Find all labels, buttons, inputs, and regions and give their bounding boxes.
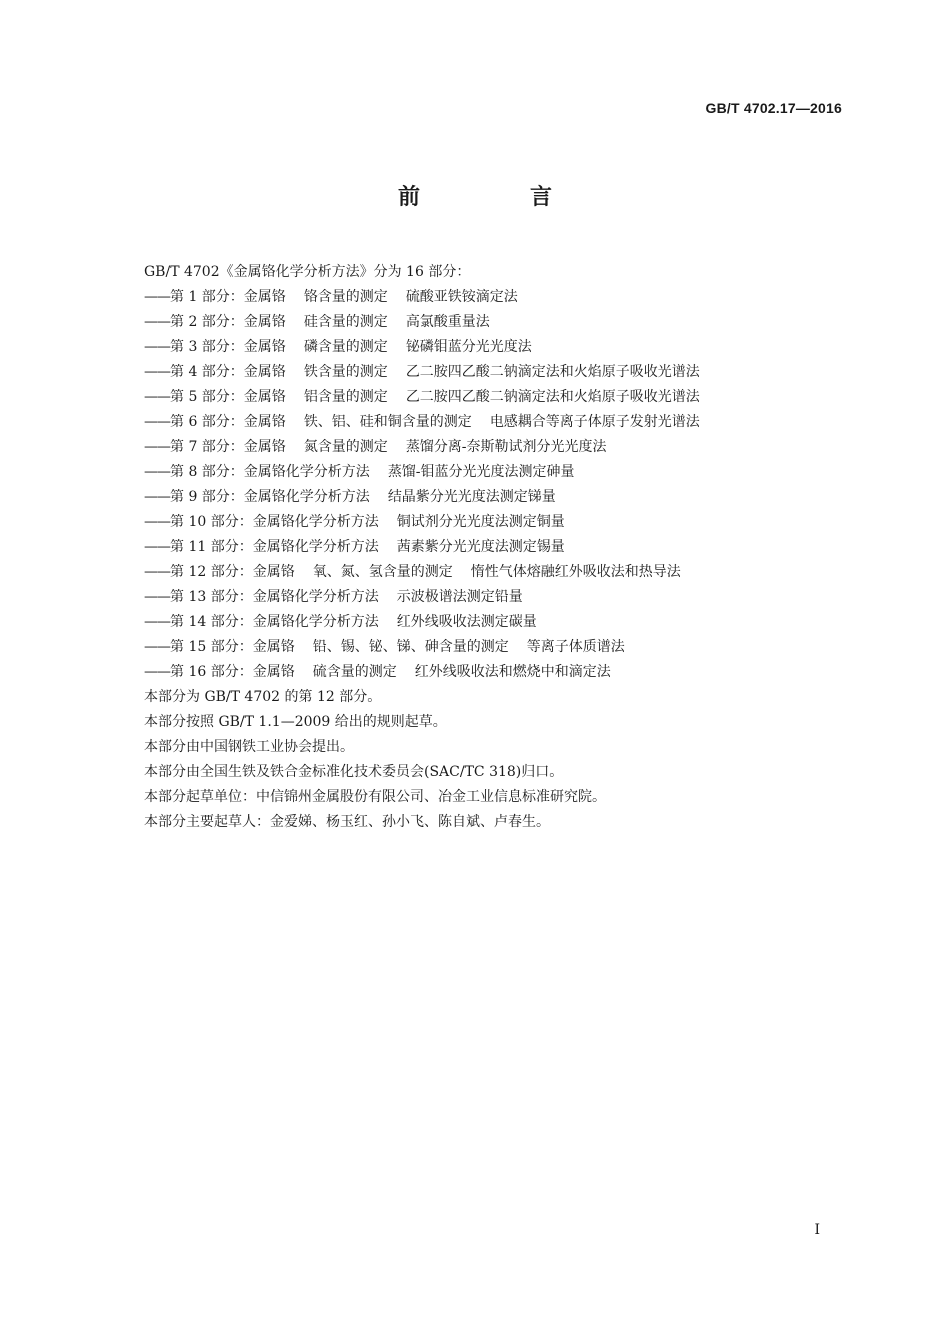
note-drafting-units: 本部分起草单位：中信锦州金属股份有限公司、冶金工业信息标准研究院。 — [144, 789, 606, 805]
list-item — [144, 635, 824, 660]
list-item — [144, 360, 824, 385]
list-dash: —— — [144, 464, 170, 480]
part-subject: 茜素紫分光光度法测定锡量 — [396, 539, 565, 555]
note-proposer: 本部分由中国钢铁工业协会提出。 — [144, 739, 354, 755]
part-label: 第 14 部分：金属铬化学分析方法 — [170, 614, 379, 630]
part-label: 第 4 部分：金属铬 — [170, 364, 286, 380]
list-item — [144, 560, 824, 585]
list-dash: —— — [144, 339, 170, 355]
part-subject: 铁、铝、硅和铜含量的测定 — [303, 414, 472, 430]
note-drafting-rules: 本部分按照 GB/T 1.1—2009 给出的规则起草。 — [144, 714, 447, 730]
part-label: 第 12 部分：金属铬 — [170, 564, 295, 580]
part-label: 第 10 部分：金属铬化学分析方法 — [170, 514, 379, 530]
parts-list — [144, 285, 824, 685]
part-subject: 示波极谱法测定铅量 — [396, 589, 523, 605]
list-dash: —— — [144, 439, 170, 455]
part-subject: 铁含量的测定 — [303, 364, 388, 380]
list-dash: —— — [144, 314, 170, 330]
list-dash: —— — [144, 489, 170, 505]
list-dash: —— — [144, 364, 170, 380]
page-number: I — [814, 1222, 820, 1238]
list-item — [144, 610, 824, 635]
list-item — [144, 535, 824, 560]
list-dash: —— — [144, 639, 170, 655]
part-method: 乙二胺四乙酸二钠滴定法和火焰原子吸收光谱法 — [405, 364, 700, 380]
list-dash: —— — [144, 514, 170, 530]
part-label: 第 5 部分：金属铬 — [170, 389, 286, 405]
part-subject: 氮含量的测定 — [303, 439, 388, 455]
note-drafters: 本部分主要起草人：金爱娣、杨玉红、孙小飞、陈自斌、卢春生。 — [144, 814, 550, 830]
standard-number: GB/T 4702.17—2016 — [705, 100, 842, 116]
part-label: 第 13 部分：金属铬化学分析方法 — [170, 589, 379, 605]
part-method: 电感耦合等离子体原子发射光谱法 — [489, 414, 700, 430]
part-subject: 磷含量的测定 — [303, 339, 388, 355]
list-dash: —— — [144, 289, 170, 305]
list-item — [144, 410, 824, 435]
part-method: 高氯酸重量法 — [405, 314, 490, 330]
part-method: 等离子体质谱法 — [526, 639, 625, 655]
list-item — [144, 435, 824, 460]
part-subject: 铜试剂分光光度法测定铜量 — [396, 514, 565, 530]
note-part-number: 本部分为 GB/T 4702 的第 12 部分。 — [144, 689, 382, 705]
list-item — [144, 485, 824, 510]
part-label: 第 6 部分：金属铬 — [170, 414, 286, 430]
list-item — [144, 385, 824, 410]
note-committee: 本部分由全国生铁及铁合金标准化技术委员会(SAC/TC 318)归口。 — [144, 764, 564, 780]
list-item — [144, 510, 824, 535]
part-subject: 蒸馏-钼蓝分光光度法测定砷量 — [387, 464, 575, 480]
part-method: 乙二胺四乙酸二钠滴定法和火焰原子吸收光谱法 — [405, 389, 700, 405]
list-dash: —— — [144, 539, 170, 555]
part-label: 第 16 部分：金属铬 — [170, 664, 295, 680]
part-method: 铋磷钼蓝分光光度法 — [405, 339, 532, 355]
intro-line: GB/T 4702《金属铬化学分析方法》分为 16 部分： — [144, 264, 471, 280]
list-item — [144, 660, 824, 685]
foreword-body — [144, 260, 824, 835]
part-subject: 铬含量的测定 — [303, 289, 388, 305]
part-method: 惰性气体熔融红外吸收法和热导法 — [470, 564, 681, 580]
part-label: 第 9 部分：金属铬化学分析方法 — [170, 489, 370, 505]
part-label: 第 3 部分：金属铬 — [170, 339, 286, 355]
part-method: 蒸馏分离-奈斯勒试剂分光光度法 — [405, 439, 607, 455]
part-label: 第 11 部分：金属铬化学分析方法 — [170, 539, 379, 555]
list-item — [144, 335, 824, 360]
list-dash: —— — [144, 664, 170, 680]
list-item — [144, 310, 824, 335]
part-subject: 硫含量的测定 — [312, 664, 397, 680]
list-dash: —— — [144, 389, 170, 405]
list-dash: —— — [144, 614, 170, 630]
part-label: 第 1 部分：金属铬 — [170, 289, 286, 305]
list-dash: —— — [144, 589, 170, 605]
list-item — [144, 285, 824, 310]
list-dash: —— — [144, 414, 170, 430]
list-dash: —— — [144, 564, 170, 580]
part-label: 第 8 部分：金属铬化学分析方法 — [170, 464, 370, 480]
list-item — [144, 460, 824, 485]
list-item — [144, 585, 824, 610]
part-subject: 硅含量的测定 — [303, 314, 388, 330]
part-subject: 红外线吸收法测定碳量 — [396, 614, 537, 630]
part-method: 硫酸亚铁铵滴定法 — [405, 289, 518, 305]
part-subject: 铝含量的测定 — [303, 389, 388, 405]
part-label: 第 7 部分：金属铬 — [170, 439, 286, 455]
part-method: 红外线吸收法和燃烧中和滴定法 — [414, 664, 611, 680]
part-label: 第 15 部分：金属铬 — [170, 639, 295, 655]
part-subject: 氧、氮、氢含量的测定 — [312, 564, 453, 580]
page-title: 前 言 — [397, 185, 596, 210]
notes — [144, 685, 824, 835]
part-label: 第 2 部分：金属铬 — [170, 314, 286, 330]
part-subject: 铅、锡、铋、锑、砷含量的测定 — [312, 639, 509, 655]
part-subject: 结晶紫分光光度法测定锑量 — [387, 489, 556, 505]
